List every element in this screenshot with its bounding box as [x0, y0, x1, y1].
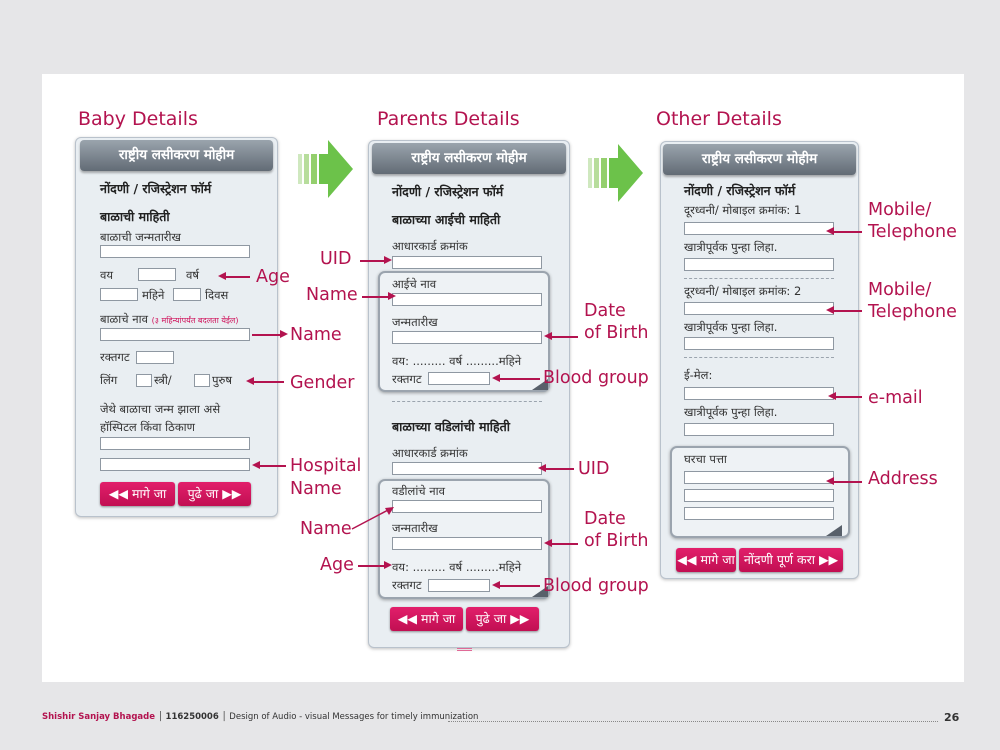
father-age-line: वय: ......... वर्ष .........महिने [392, 560, 522, 574]
phone1-confirm-label: खात्रीपूर्वक पुन्हा लिहा. [684, 240, 778, 254]
pointer-line [550, 543, 578, 545]
banner-2: राष्ट्रीय लसीकरण मोहीम [372, 143, 566, 174]
back-button-2[interactable]: ◀◀ मागे जा [390, 607, 463, 631]
mother-blood-input[interactable] [428, 372, 490, 385]
address-input-3[interactable] [684, 507, 834, 520]
rewind-icon: ◀◀ [108, 486, 128, 501]
address-label: घरचा पत्ता [684, 452, 727, 466]
footer-leader [448, 721, 938, 722]
footer-author: Shishir Sanjay Bhagade [42, 712, 155, 722]
arrow-head [384, 256, 392, 264]
phone2-confirm-input[interactable] [684, 337, 834, 350]
annotation-mobile-2: Mobile/ [868, 280, 932, 300]
baby-details-title: Baby Details [78, 108, 198, 130]
female-label: स्त्री/ [154, 373, 172, 387]
email-confirm-input[interactable] [684, 423, 834, 436]
mother-blood-label: रक्तगट [392, 372, 422, 386]
father-blood-input[interactable] [428, 579, 490, 592]
annotation-date: Date [584, 301, 626, 321]
age-label: वय [100, 268, 114, 282]
address-input-1[interactable] [684, 471, 834, 484]
pointer-line [358, 565, 384, 567]
back-button[interactable]: ◀◀ मागे जा [100, 482, 175, 506]
arrow-head [388, 292, 396, 300]
gender-label: लिंग [100, 373, 118, 387]
male-label: पुरुष [212, 373, 233, 387]
green-arrow-icon [298, 138, 354, 200]
scroll-indicator[interactable] [457, 648, 472, 651]
father-heading: बाळाच्या वडिलांची माहिती [392, 419, 510, 434]
name-note: (३ महिन्यांपर्यंत बदलता येईल) [151, 316, 239, 325]
annotation-name: Name [290, 325, 342, 345]
mother-age-line: वय: ......... वर्ष .........महिने [392, 354, 522, 368]
next-button[interactable]: पुढे जा ▶▶ [178, 482, 251, 506]
annotation-of-birth: of Birth [584, 323, 649, 343]
father-name-label: वडीलांचे नाव [392, 484, 446, 498]
registration-title-2: नोंदणी / रजिस्ट्रेशन फॉर्म [392, 184, 504, 199]
parents-details-title: Parents Details [377, 108, 520, 130]
pointer-line [360, 260, 384, 262]
hospital-label-2: हॉस्पिटल किंवा ठिकाण [100, 420, 195, 434]
father-aadhar-input[interactable] [392, 462, 542, 475]
pointer-line [550, 336, 578, 338]
registration-title: नोंदणी / रजिस्ट्रेशन फॉर्म [100, 181, 212, 196]
annotation-telephone: Telephone [868, 222, 957, 242]
annotation-mobile: Mobile/ [868, 200, 932, 220]
pointer-line [252, 334, 280, 336]
registration-title-3: नोंदणी / रजिस्ट्रेशन फॉर्म [684, 183, 796, 198]
arrow-head [384, 561, 392, 569]
annotation-mother-name: Name [306, 285, 358, 305]
pointer-line [252, 381, 284, 383]
footer-id: 116250006 [165, 712, 219, 722]
baby-heading: बाळाची माहिती [100, 209, 170, 224]
annotation-age-2: Age [320, 555, 354, 575]
annotation-uid-2: UID [578, 459, 610, 479]
green-arrow-icon-2 [588, 142, 644, 204]
phone1-input[interactable] [684, 222, 834, 235]
annotation-father-name: Name [300, 519, 352, 539]
annotation-date-2: Date [584, 509, 626, 529]
annotation-age: Age [256, 267, 290, 287]
back-button-3[interactable]: ◀◀ मागे जा [676, 548, 736, 572]
mother-heading: बाळाच्या आईची माहिती [392, 212, 501, 227]
email-label: ई-मेल: [684, 368, 713, 382]
baby-dob-input[interactable] [100, 245, 250, 258]
years-label: वर्ष [186, 268, 200, 282]
mother-dob-input[interactable] [392, 331, 542, 344]
pointer-line [362, 296, 388, 298]
forward-icon: ▶▶ [222, 486, 242, 501]
annotation-gender: Gender [290, 373, 355, 393]
pointer-line [258, 465, 286, 467]
pointer-line [832, 231, 862, 233]
email-input[interactable] [684, 387, 834, 400]
months-label: महिने [142, 288, 165, 302]
pointer-line [498, 585, 540, 587]
finish-registration-button[interactable]: नोंदणी पूर्ण करा ▶▶ [739, 548, 843, 572]
pointer-diagonal [350, 505, 400, 533]
age-months-input[interactable] [100, 288, 138, 301]
hospital-input-2[interactable] [100, 458, 250, 471]
footer: Shishir Sanjay Bhagade │ 116250006 │ Design of Audio - visual Messages for timely immunization [42, 712, 479, 722]
father-aadhar-label: आधारकार्ड क्रमांक [392, 446, 468, 460]
rewind-icon-2: ◀◀ [397, 611, 417, 626]
banner-3: राष्ट्रीय लसीकरण मोहीम [663, 144, 856, 175]
annotation-hospital: Hospital [290, 456, 362, 476]
male-checkbox[interactable] [194, 374, 210, 387]
forward-icon-3: ▶▶ [818, 552, 839, 567]
annotation-hospital-name: Name [290, 479, 342, 499]
age-days-input[interactable] [173, 288, 201, 301]
forward-icon-2: ▶▶ [510, 611, 530, 626]
mother-dob-label: जन्मतारीख [392, 315, 438, 329]
hospital-input-1[interactable] [100, 437, 250, 450]
mother-aadhar-label: आधारकार्ड क्रमांक [392, 239, 468, 253]
divider-3 [684, 357, 834, 358]
pointer-line [832, 310, 862, 312]
father-blood-label: रक्तगट [392, 578, 422, 592]
annotation-telephone-2: Telephone [868, 302, 957, 322]
phone1-confirm-input[interactable] [684, 258, 834, 271]
pointer-line [498, 378, 540, 380]
annotation-email: e-mail [868, 388, 923, 408]
female-checkbox[interactable] [136, 374, 152, 387]
phone2-label: दूरध्वनी/ मोबाइल क्रमांक: 2 [684, 284, 802, 298]
email-confirm-label: खात्रीपूर्वक पुन्हा लिहा. [684, 405, 778, 419]
blood-group-input[interactable] [136, 351, 174, 364]
baby-name-input[interactable] [100, 328, 250, 341]
father-name-input[interactable] [392, 500, 542, 513]
rewind-icon-3: ◀◀ [677, 552, 697, 567]
annotation-uid: UID [320, 249, 352, 269]
other-details-title: Other Details [656, 108, 782, 130]
father-dob-input[interactable] [392, 537, 542, 550]
pointer-line [224, 276, 250, 278]
mother-aadhar-input[interactable] [392, 256, 542, 269]
banner: राष्ट्रीय लसीकरण मोहीम [80, 140, 273, 171]
days-label: दिवस [205, 288, 229, 302]
footer-title: Design of Audio - visual Messages for timely immunization [229, 712, 479, 722]
age-years-input[interactable] [138, 268, 176, 281]
father-dob-label: जन्मतारीख [392, 521, 438, 535]
annotation-of-birth-2: of Birth [584, 531, 649, 551]
annotation-address: Address [868, 469, 938, 489]
mother-name-label: आईचे नाव [392, 277, 437, 291]
page-number: 26 [944, 711, 960, 724]
blood-group-label: रक्तगट [100, 350, 130, 364]
pointer-line [832, 481, 862, 483]
annotation-blood-group-2: Blood group [543, 576, 649, 596]
next-button-2[interactable]: पुढे जा ▶▶ [466, 607, 539, 631]
address-input-2[interactable] [684, 489, 834, 502]
arrow-head [280, 330, 288, 338]
baby-dob-label: बाळाची जन्मतारीख [100, 230, 181, 244]
phone1-label: दूरध्वनी/ मोबाइल क्रमांक: 1 [684, 203, 802, 217]
corner-icon-3 [826, 525, 842, 536]
baby-name-label: बाळाचे नाव (३ महिन्यांपर्यंत बदलता येईल) [100, 312, 239, 326]
phone2-input[interactable] [684, 302, 834, 315]
mother-name-input[interactable] [392, 293, 542, 306]
pointer-line [834, 396, 862, 398]
annotation-blood-group: Blood group [543, 368, 649, 388]
divider [392, 401, 542, 402]
phone2-confirm-label: खात्रीपूर्वक पुन्हा लिहा. [684, 320, 778, 334]
hospital-label-1: जेथे बाळाचा जन्म झाला असे [100, 402, 221, 416]
pointer-line [544, 468, 574, 470]
divider-2 [684, 278, 834, 279]
